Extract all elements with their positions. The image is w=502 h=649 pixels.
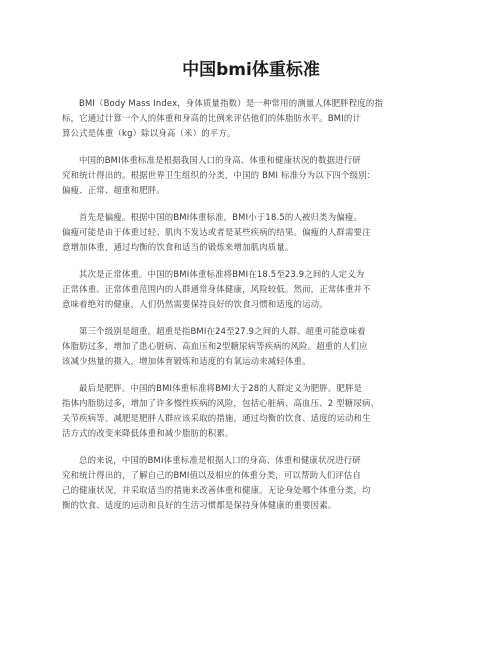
paragraph-underweight <box>62 210 440 255</box>
paragraph-line: 算公式是体重（kg）除以身高（米）的平方。 <box>62 128 236 138</box>
paragraph-line: 中国的BMI体重标准是根据我国人口的身高、体重和健康状况的数据进行研 <box>79 155 361 165</box>
paragraph-line: BMI（Body Mass Index，身体质量指数）是一种常用的测量人体肥胖程度的指 <box>79 98 384 108</box>
document-title: 中国bmi体重标准 <box>182 60 320 80</box>
paragraph-line: 意增加体重，通过均衡的饮食和适当的锻炼来增加肌肉质量。 <box>62 242 294 252</box>
paragraph-overweight <box>62 324 440 369</box>
paragraph-obese <box>62 381 440 441</box>
paragraph-normal <box>62 267 440 312</box>
paragraph-line: 第三个级别是超重。超重是指BMI在24至27.9之间的人群。超重可能意味着 <box>79 326 366 336</box>
paragraph-line: 首先是偏瘦。根据中国的BMI体重标准，BMI小于18.5的人被归类为偏瘦。 <box>79 212 363 222</box>
paragraph-line: 活方式的改变来降低体重和减少脂肪的积累。 <box>62 428 234 438</box>
paragraph-line: 最后是肥胖。中国的BMI体重标准将BMI大于28的人群定义为肥胖。肥胖是 <box>79 383 363 393</box>
paragraph-line: 究和统计得出的。根据世界卫生组织的分类，中国的 BMI 标准分为以下四个级别： <box>62 170 376 180</box>
paragraph-line: 指体内脂肪过多，增加了许多慢性疾病的风险，包括心脏病、高血压、2 型糖尿病、 <box>62 398 380 408</box>
paragraph-line: 意味着绝对的健康，人们仍然需要保持良好的饮食习惯和适度的运动。 <box>62 299 328 309</box>
paragraph-line: 体脂肪过多，增加了患心脏病、高血压和2型糖尿病等疾病的风险。超重的人们应 <box>62 341 368 351</box>
paragraph-line: 衡的饮食、适度的运动和良好的生活习惯都是保持身体健康的重要因素。 <box>62 500 337 510</box>
paragraph-line: 究和统计得出的，了解自己的BMI值以及相应的体重分类，可以帮助人们评估自 <box>62 470 362 480</box>
paragraph-line: 偏瘦、正常、超重和肥胖。 <box>62 185 165 195</box>
paragraph-intro <box>62 96 440 141</box>
paragraph-line: 偏瘦可能是由于体重过轻、肌肉不发达或者是某些疾病的结果。偏瘦的人群需要注 <box>62 227 371 237</box>
paragraph-summary <box>62 453 440 513</box>
paragraph-line: 己的健康状况，并采取适当的措施来改善体重和健康。无论身处哪个体重分类，均 <box>62 485 371 495</box>
document-body <box>62 96 440 513</box>
paragraph-line: 关节疾病等。减肥是肥胖人群应该采取的措施，通过均衡的饮食、适度的运动和生 <box>62 413 371 423</box>
paragraph-line: 正常体重。正常体重范围内的人群通常身体健康，风险较低。然而，正常体重并不 <box>62 284 371 294</box>
paragraph-standard <box>62 153 440 198</box>
paragraph-line: 标，它通过计算一个人的体重和身高的比例来评估他们的体脂肪水平。BMI的计 <box>62 113 362 123</box>
paragraph-line: 该减少热量的摄入，增加体育锻炼和适度的有氧运动来减轻体重。 <box>62 356 311 366</box>
paragraph-line: 其次是正常体重。中国的BMI体重标准将BMI在18.5至23.9之间的人定义为 <box>79 269 365 279</box>
paragraph-line: 总的来说，中国的BMI体重标准是根据人口的身高、体重和健康状况进行研 <box>79 455 361 465</box>
